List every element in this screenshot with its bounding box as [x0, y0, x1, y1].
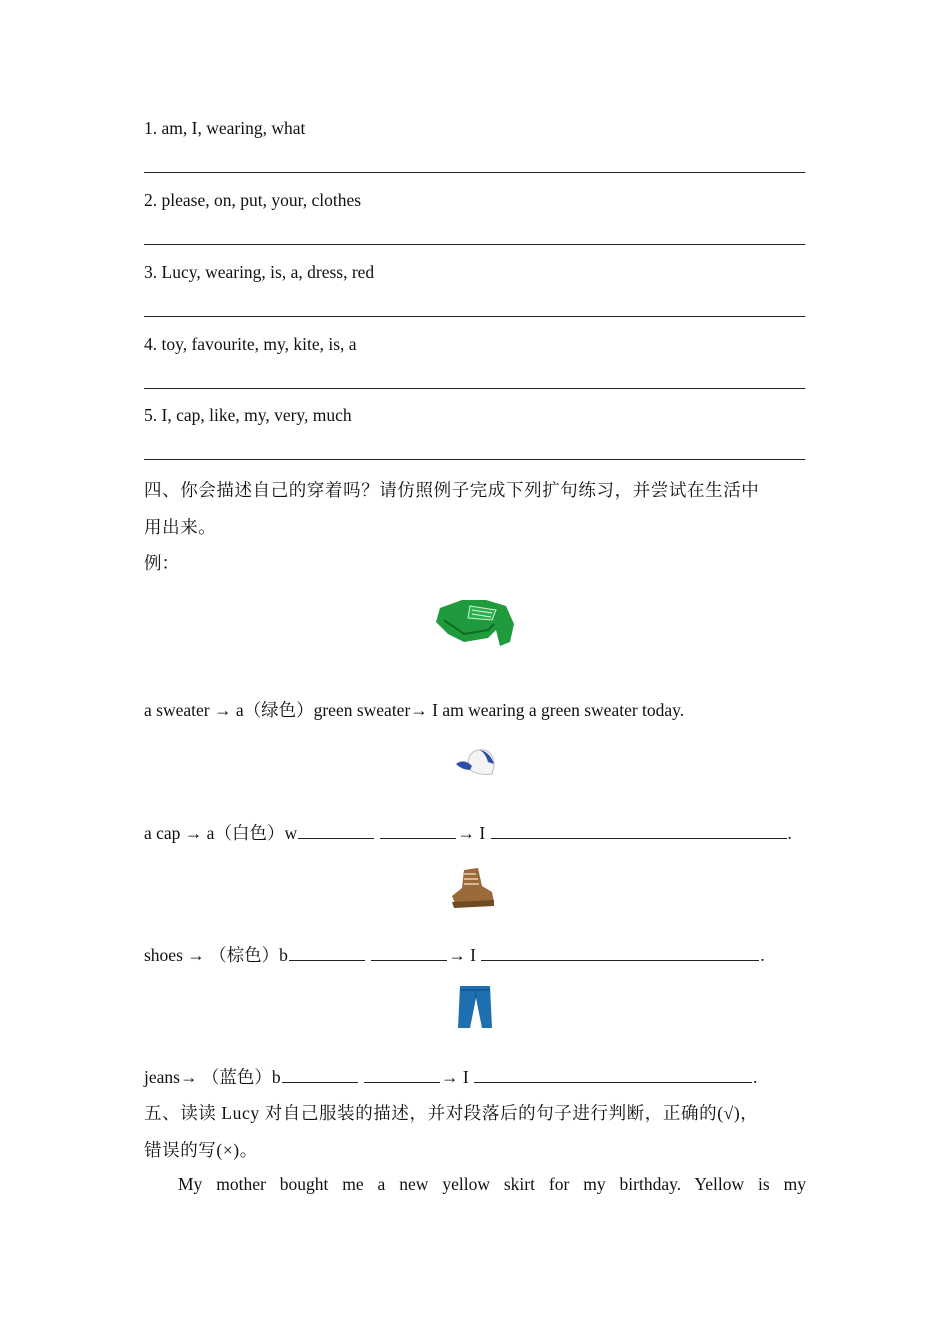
shoes-arrow: → I — [448, 945, 476, 965]
example-label: 例： — [144, 553, 179, 573]
cap-prefix: a cap → a（白色）w — [144, 823, 298, 843]
answer-line-1[interactable] — [144, 172, 805, 173]
jeans-icon — [456, 984, 494, 1030]
answer-line-2[interactable] — [144, 244, 805, 245]
reorder-item-4: 4. toy, favourite, my, kite, is, a — [144, 334, 357, 354]
answer-line-5[interactable] — [144, 459, 805, 460]
section4-title-line1: 四、你会描述自己的穿着吗？请仿照例子完成下列扩句练习，并尝试在生活中 — [144, 480, 760, 500]
cap-blank-2[interactable] — [380, 821, 456, 839]
jeans-prefix: jeans→ （蓝色）b — [144, 1067, 281, 1087]
reorder-item-3: 3. Lucy, wearing, is, a, dress, red — [144, 262, 375, 282]
example-cap-line — [144, 820, 792, 845]
section5-title-line1: 五、读读 Lucy 对自己服装的描述，并对段落后的句子进行判断，正确的(√)， — [144, 1103, 759, 1123]
jeans-blank-3[interactable] — [474, 1065, 752, 1083]
example-sweater-text: a sweater → a（绿色）green sweater→ I am wearing a green sweater today. — [144, 700, 685, 720]
section5-title-line2: 错误的写(×)。 — [144, 1140, 258, 1160]
section4-title-line2: 用出来。 — [144, 517, 217, 537]
cap-blank-3[interactable] — [491, 821, 787, 839]
shoes-icon — [448, 866, 496, 910]
cap-arrow: → I — [457, 823, 486, 843]
shoes-blank-1[interactable] — [289, 943, 365, 961]
shoes-end: . — [760, 945, 765, 965]
shoes-prefix: shoes → （棕色）b — [144, 945, 288, 965]
cap-icon — [454, 746, 496, 778]
reorder-item-2: 2. please, on, put, your, clothes — [144, 190, 362, 210]
example-jeans-line — [144, 1064, 757, 1089]
shoes-blank-3[interactable] — [481, 943, 759, 961]
jeans-arrow: → I — [440, 1067, 469, 1087]
cap-end: . — [787, 823, 792, 843]
shoes-blank-2[interactable] — [371, 943, 447, 961]
reorder-item-1: 1. am, I, wearing, what — [144, 118, 306, 138]
jeans-blank-1[interactable] — [282, 1065, 358, 1083]
jeans-end: . — [753, 1067, 758, 1087]
reorder-item-5: 5. I, cap, like, my, very, much — [144, 405, 352, 425]
section5-paragraph — [178, 1174, 806, 1195]
jeans-blank-2[interactable] — [364, 1065, 440, 1083]
sweater-icon — [434, 594, 516, 648]
cap-blank-1[interactable] — [298, 821, 374, 839]
answer-line-3[interactable] — [144, 316, 805, 317]
paragraph-line1: My mother bought me a new yellow skirt for my birthday. Yellow is my — [178, 1174, 806, 1194]
example-shoes-line — [144, 942, 765, 967]
answer-line-4[interactable] — [144, 388, 805, 389]
